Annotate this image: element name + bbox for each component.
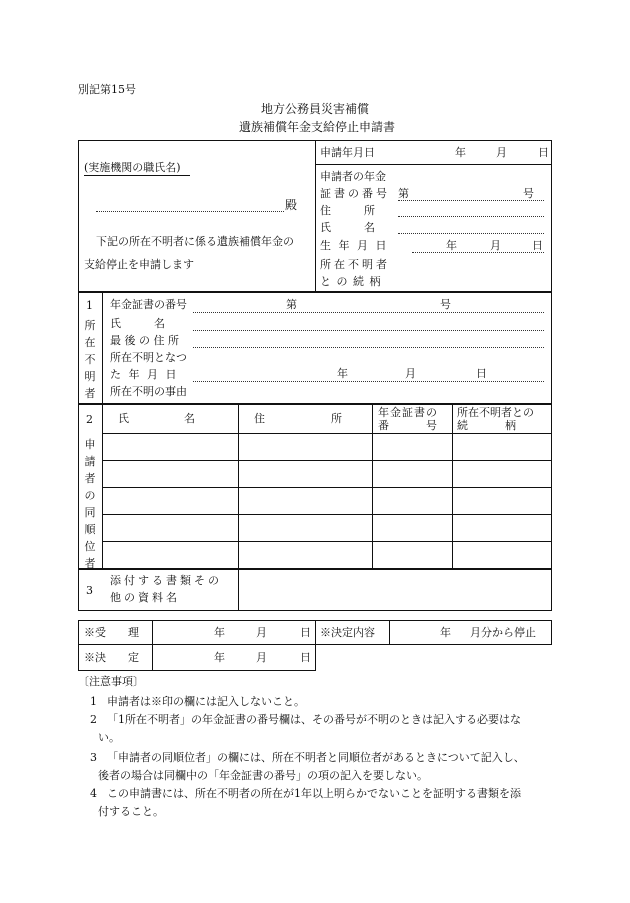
s2-col-name: 氏 名 [118, 412, 195, 425]
title-line1: 地方公務員災害補償 [261, 102, 370, 116]
section3-number: 3 [86, 584, 93, 597]
s2-header-divider [102, 433, 552, 434]
applicant-name-label: 氏 名 [320, 221, 375, 234]
birth-year: 年 [446, 239, 457, 252]
s1-cert-label: 年金証書の番号 [110, 298, 187, 311]
section1-vertical-label: 所在不明者 [84, 319, 96, 400]
applicant-pension-label-1: 申請者の年金 [320, 170, 386, 183]
applicant-pension-label-2: 証書の番号 [320, 187, 390, 200]
apply-year: 年 [455, 146, 466, 159]
section2-number: 2 [86, 413, 93, 426]
note-4-line-1: この申請書には、所在不明者の所在が1年以上明らかでないことを証明する書類を添 [107, 787, 521, 800]
decided-divider [152, 644, 153, 671]
note-3-line-2: 後者の場合は同欄中の「年金証書の番号」の項の記入を要しない。 [98, 769, 428, 782]
s3-label-1: 添付する書類その [110, 574, 222, 587]
received-month: 月 [256, 626, 267, 639]
s3-label-2: 他の資料名 [110, 591, 180, 604]
applicant-dai: 第 [398, 187, 409, 200]
s1-address-line [193, 347, 544, 348]
applicant-birth-label: 生 年 月 日 [320, 239, 389, 252]
s2-col-address: 住 所 [254, 412, 342, 425]
s1-missing-date-label-2: た 年 月 日 [110, 368, 179, 381]
applicant-address-label: 住 所 [320, 204, 375, 217]
s1-year: 年 [337, 367, 348, 380]
s1-gou: 号 [440, 298, 451, 311]
section2-vertical-label: 申請者の同順位者 [84, 438, 96, 570]
s2-row-divider-4 [102, 541, 552, 542]
applicant-birth-line [412, 252, 544, 253]
s1-last-address-label: 最 後 の 住 所 [110, 334, 179, 347]
applicant-address-line [398, 216, 544, 217]
decision-year: 年 [440, 626, 451, 639]
s1-day: 日 [476, 367, 487, 380]
decided-label: ※決 定 [84, 651, 139, 664]
note-2-num: 2 [90, 713, 97, 726]
s1-month: 月 [405, 367, 416, 380]
received-year: 年 [214, 626, 225, 639]
decided-day: 日 [300, 651, 311, 664]
s1-name-label: 氏 名 [110, 317, 165, 330]
section1-number: 1 [86, 299, 93, 312]
s2-row-divider-2 [102, 487, 552, 488]
s1-reason-label: 所在不明の事由 [110, 385, 187, 398]
s2-row-divider-1 [102, 460, 552, 461]
s2-col-cert-1: 年金証書の [378, 406, 438, 419]
received-divider-3 [389, 620, 390, 645]
received-divider-2 [315, 620, 316, 645]
note-2-line-2: い。 [98, 731, 120, 744]
applicant-name-line [398, 233, 544, 234]
s1-name-line [193, 330, 544, 331]
dono: 殿 [285, 198, 298, 212]
apply-date-divider [315, 164, 552, 165]
decided-year: 年 [214, 651, 225, 664]
s2-col-relation-1: 所在不明者との [457, 406, 534, 419]
birth-month: 月 [490, 239, 501, 252]
s1-dai: 第 [286, 298, 297, 311]
note-3-line-1: 「申請者の同順位者」の欄には、所在不明者と同順位者があるときについて記入し、 [107, 751, 525, 764]
note-2-line-1: 「1所在不明者」の年金証書の番号欄は、その番号が不明のときは記入する必要はな [107, 713, 521, 726]
decision-content-label: ※決定内容 [320, 626, 375, 639]
section1-divider [102, 292, 103, 404]
s3-divider [238, 569, 239, 611]
s1-cert-line [193, 312, 544, 313]
note-1-line-1: 申請者は※印の欄には記入しないこと。 [107, 695, 305, 708]
note-1-num: 1 [90, 695, 97, 708]
note-4-line-2: 付すること。 [98, 805, 164, 818]
applicant-gou: 号 [523, 187, 534, 200]
note-3-num: 3 [90, 751, 97, 764]
org-label-underline [84, 175, 190, 176]
s1-missing-date-label-1: 所在不明となつ [110, 351, 187, 364]
s2-row-divider-3 [102, 514, 552, 515]
apply-date-label: 申請年月日 [320, 146, 375, 159]
title-line2: 遺族補償年金支給停止申請書 [239, 120, 396, 134]
decided-month: 月 [256, 651, 267, 664]
s2-col-cert-2: 番 号 [378, 419, 438, 432]
received-divider-1 [152, 620, 153, 645]
received-day: 日 [300, 626, 311, 639]
received-label: ※受 理 [84, 626, 139, 639]
apply-day: 日 [538, 146, 549, 159]
form-number: 別記第15号 [78, 83, 136, 96]
apply-month: 月 [496, 146, 507, 159]
top-divider [315, 140, 316, 292]
request-text-2: 支給停止を申請します [84, 258, 194, 271]
s2-col-relation-2: 続 柄 [457, 419, 517, 432]
note-4-num: 4 [90, 787, 97, 800]
org-name-line [96, 211, 284, 212]
s1-date-line [193, 381, 544, 382]
org-label: (実施機関の職氏名) [84, 161, 181, 174]
applicant-cert-line [398, 200, 544, 201]
request-text-1: 下記の所在不明者に係る遺族補償年金の [96, 235, 294, 248]
notes-heading: 〔注意事項〕 [78, 675, 144, 688]
birth-day: 日 [532, 239, 543, 252]
decision-stop-text: 月分から停止 [470, 626, 536, 639]
relation-label-1: 所在不明者 [320, 258, 390, 271]
relation-label-2: と の 続 柄 [320, 275, 382, 288]
